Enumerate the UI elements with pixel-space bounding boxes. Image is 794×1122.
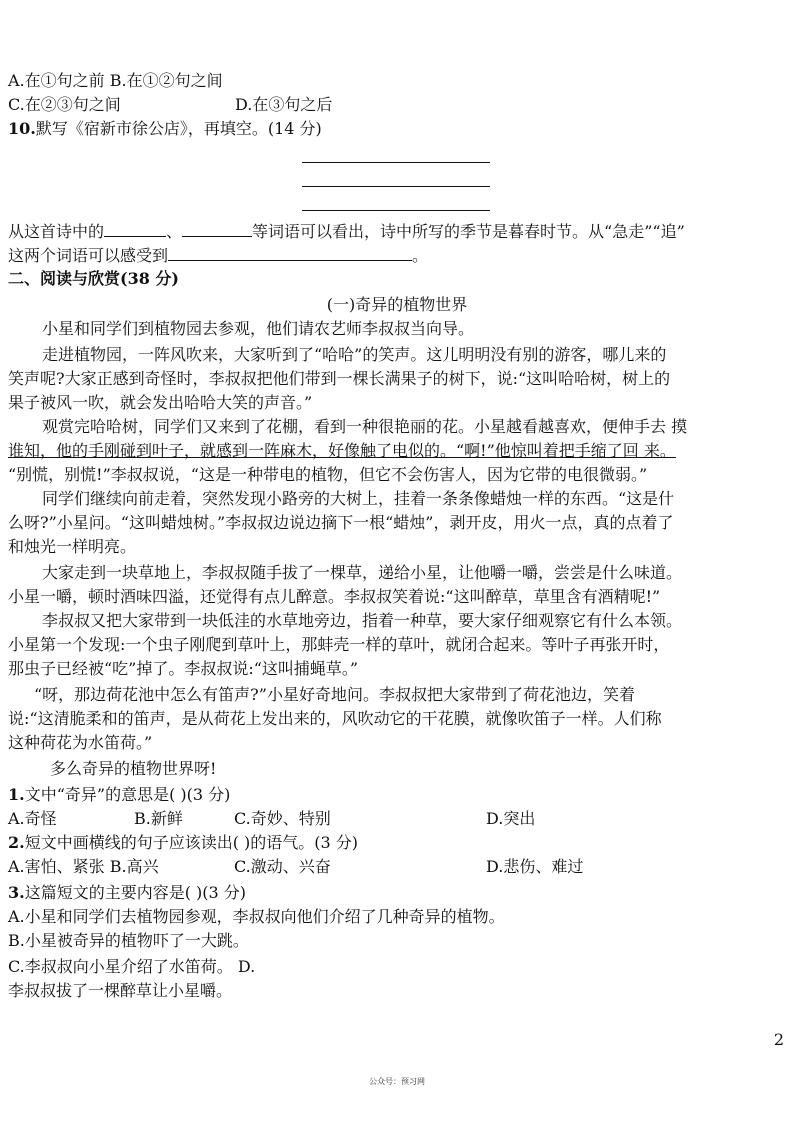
q10-fill-end: 。 — [412, 246, 429, 265]
passage-line: 那虫子已经被“吃”掉了。李叔叔说:“这叫捕蝇草。” — [8, 659, 359, 678]
q10-prompt — [8, 118, 322, 140]
passage-title: (一)奇异的植物世界 — [326, 295, 468, 314]
q10-fill-line-2 — [8, 244, 428, 267]
q2-prompt — [8, 832, 358, 854]
q2-number: 2. — [8, 833, 25, 852]
q1-number: 1. — [8, 785, 25, 804]
passage-line: 小星第一个发现:一个虫子刚爬到草叶上，那蚌壳一样的草叶，就闭合起来。等叶子再张开时， — [8, 635, 670, 654]
passage-line: 说:“这清脆柔和的笛声，是从荷花上发出来的，风吹动它的干花膜，就像吹笛子一样。人们称 — [8, 709, 662, 728]
passage-line: 么呀?”小星问。“这叫蜡烛树。”李叔叔边说边摘下一根“蜡烛”，剥开皮，用火一点，真的点着了 — [8, 513, 674, 532]
passage-line: 观赏完哈哈树，同学们又来到了花棚，看到一种很艳丽的花。小星越看越喜欢，便伸手去 摸 — [42, 417, 688, 436]
q10-text: 默写《宿新市徐公店》，再填空。(14 分) — [35, 119, 322, 138]
passage-line: 多么奇异的植物世界呀! — [50, 759, 217, 778]
poem-line-3[interactable] — [302, 210, 490, 211]
q2-options — [8, 856, 583, 878]
poem-line-1[interactable] — [302, 162, 490, 163]
q3-prompt — [8, 882, 246, 904]
q10-number: 10. — [8, 119, 36, 138]
q1-options — [8, 808, 535, 830]
passage-line: 和烛光一样明亮。 — [8, 537, 137, 556]
q9-options-ab: A.在①句之前 B.在①②句之间 — [8, 71, 223, 90]
q3-option-d[interactable]: 李叔叔拔了一棵醉草让小星嚼。 — [8, 981, 233, 1000]
passage-underlined-sentence: 谁知，他的手刚碰到叶子，就感到一阵麻木，好像触了电似的。“啊!”他惊叫着把手缩了回 来。 — [8, 441, 676, 460]
q2-text: 短文中画横线的句子应该读出( )的语气。(3 分) — [24, 833, 359, 852]
q3-number: 3. — [8, 883, 25, 902]
q10-fill-sep: 、 — [166, 222, 183, 241]
q10-fill-text-2: 等词语可以看出，诗中所写的季节是暮春时节。从“急走”“追” — [252, 222, 685, 241]
footer-note: 公众号：预习网 — [369, 1077, 425, 1086]
q3-option-b[interactable]: B.小星被奇异的植物吓了一大跳。 — [8, 931, 249, 950]
q3-text: 这篇短文的主要内容是( )(3 分) — [24, 883, 247, 902]
passage-line: 大家走到一块草地上，李叔叔随手拔了一棵草，递给小星，让他嚼一嚼，尝尝是什么味道。 — [42, 563, 683, 582]
q1-option-c[interactable]: C.奇妙、特别 — [234, 809, 331, 828]
passage-line: 同学们继续向前走着，突然发现小路旁的大树上，挂着一条条像蜡烛一样的东西。“这是什 — [42, 489, 675, 508]
passage-line: 李叔叔又把大家带到一块低洼的水草地旁边，指着一种草，要大家仔细观察它有什么本领。 — [42, 611, 683, 630]
q3-option-c[interactable]: C.李叔叔向小星介绍了水笛荷。 D. — [8, 957, 256, 976]
q2-option-d[interactable]: D.悲伤、难过 — [486, 857, 584, 876]
passage-line: 走进植物园，一阵风吹来，大家听到了“哈哈”的笑声。这儿明明没有别的游客，哪儿来的 — [42, 345, 667, 364]
passage-line: 果子被风一吹，就会发出哈哈大笑的声音。” — [8, 393, 313, 412]
passage-line: 小星一嚼，顿时酒味四溢，还觉得有点儿醉意。李叔叔笑着说:“这叫醉草，草里含有酒精呢!” — [8, 587, 661, 606]
q9-options-cd — [8, 94, 332, 116]
q10-fill-text-3: 这两个词语可以感受到 — [8, 246, 169, 265]
q10-fill-text-1: 从这首诗中的 — [8, 222, 105, 241]
q9-option-c: C.在②③句之间 — [8, 95, 121, 114]
q3-option-a[interactable]: A.小星和同学们去植物园参观，李叔叔向他们介绍了几种奇异的植物。 — [8, 907, 505, 926]
q10-blank-1[interactable] — [104, 220, 166, 237]
q1-option-d[interactable]: D.突出 — [486, 809, 536, 828]
q2-option-c[interactable]: C.激动、兴奋 — [234, 857, 331, 876]
section-2-title: 二、阅读与欣赏(38 分) — [8, 269, 179, 288]
passage-line: “呀，那边荷花池中怎么有笛声?”小星好奇地问。李叔叔把大家带到了荷花池边，笑着 — [34, 685, 635, 704]
passage-line: 小星和同学们到植物园去参观，他们请农艺师李叔叔当向导。 — [42, 319, 475, 338]
passage-line: “别慌，别慌!”李叔叔说，“这是一种带电的植物，但它不会伤害人，因为它带的电很微弱。” — [8, 465, 648, 484]
q1-option-a[interactable]: A.奇怪 — [8, 809, 57, 828]
q9-option-d: D.在③句之后 — [235, 95, 333, 114]
q1-prompt — [8, 784, 230, 806]
page-number: 2 — [773, 1030, 784, 1049]
q2-option-ab[interactable]: A.害怕、紧张 B.高兴 — [8, 857, 159, 876]
q10-blank-2[interactable] — [182, 220, 252, 237]
q10-blank-3[interactable] — [168, 244, 412, 261]
poem-line-2[interactable] — [302, 186, 490, 187]
q1-text: 文中“奇异”的意思是( )(3 分) — [24, 785, 231, 804]
q1-option-b[interactable]: B.新鲜 — [134, 809, 183, 828]
passage-line: 这种荷花为水笛荷。” — [8, 733, 153, 752]
q10-fill-line-1 — [8, 220, 685, 243]
passage-line: 笑声呢?大家正感到奇怪时，李叔叔把他们带到一棵长满果子的树下，说:“这叫哈哈树，树上的 — [8, 369, 671, 388]
